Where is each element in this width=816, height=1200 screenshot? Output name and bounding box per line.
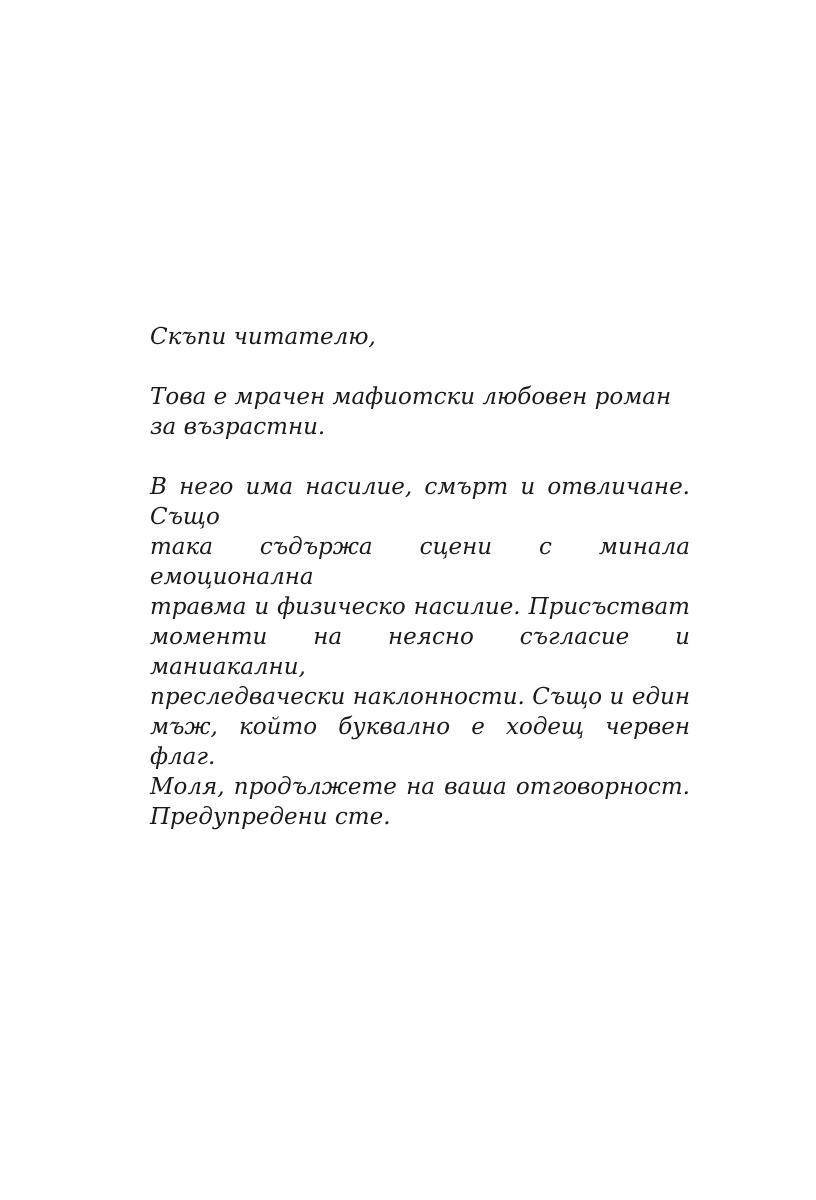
- paragraph-warning-line: така съдържа сцени с минала емоционална: [150, 534, 690, 590]
- paragraph-intro: [150, 382, 690, 442]
- paragraph-warning-line: Моля, продължете на ваша отговорност.: [150, 774, 690, 800]
- paragraph-intro-line: за възрастни.: [150, 414, 326, 440]
- paragraph-warning-line: травма и физическо насилие. Присъстват: [150, 594, 690, 620]
- paragraph-warning-line: В него има насилие, смърт и отвличане. Също: [150, 474, 690, 530]
- paragraph-warning-line: моменти на неясно съгласие и маниакални,: [150, 624, 690, 680]
- paragraph-warning-line: преследвачески наклонности. Също и един: [150, 684, 690, 710]
- greeting: Скъпи читателю,: [150, 324, 376, 350]
- reader-warning-text: [150, 322, 690, 862]
- paragraph-warning-line: Предупредени сте.: [150, 804, 391, 830]
- paragraph-warning-line: мъж, който буквално е ходещ червен флаг.: [150, 714, 690, 770]
- paragraph-intro-line: Това е мрачен мафиотски любовен роман: [150, 384, 672, 410]
- paragraph-content-warning: [150, 472, 690, 832]
